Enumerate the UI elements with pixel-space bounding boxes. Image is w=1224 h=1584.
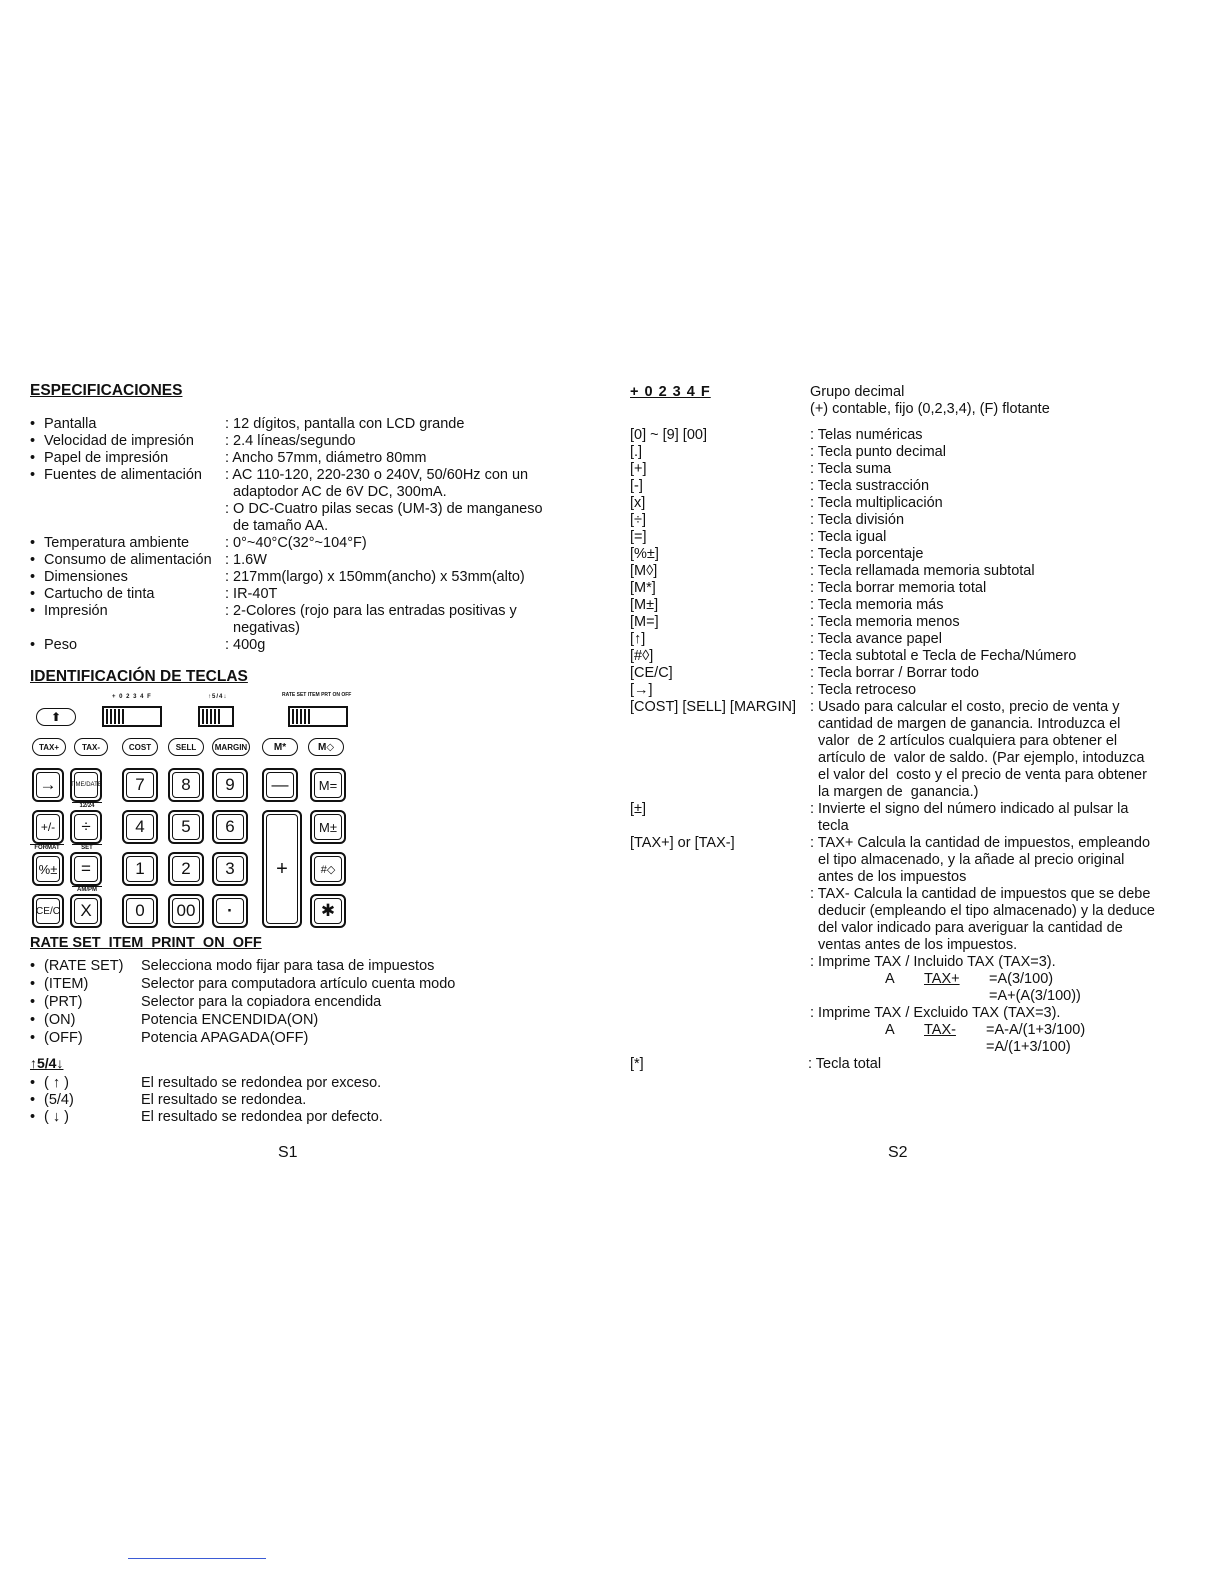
round-heading: ↑5/4↓ bbox=[30, 1055, 64, 1071]
clear-key[interactable]: CE/C bbox=[32, 894, 64, 928]
tax-minus-formula-1: =A-A/(1+3/100) bbox=[986, 1022, 1086, 1038]
key-3[interactable]: 3 bbox=[212, 852, 248, 886]
tax-plus-formula-2: =A+(A(3/100)) bbox=[989, 988, 1081, 1004]
mode-heading: RATE SET ITEM PRINT ON OFF bbox=[30, 935, 262, 951]
memory-minus-key[interactable]: M= bbox=[310, 768, 346, 802]
group-desc: Grupo decimal bbox=[810, 384, 905, 400]
label-set: SET bbox=[72, 844, 102, 851]
mode-switch[interactable] bbox=[288, 706, 348, 727]
spec-heading: ESPECIFICACIONES bbox=[30, 382, 183, 399]
key-1[interactable]: 1 bbox=[122, 852, 158, 886]
backspace-key[interactable]: → bbox=[32, 768, 64, 802]
memory-plus-key[interactable]: M± bbox=[310, 810, 346, 844]
tax-minus-label: TAX- bbox=[924, 1022, 956, 1038]
round-switch[interactable] bbox=[198, 706, 234, 727]
memory-recall-key[interactable]: M◇ bbox=[308, 738, 344, 756]
cost-key[interactable]: COST bbox=[122, 738, 158, 756]
key-00[interactable]: 00 bbox=[168, 894, 204, 928]
margin-key[interactable]: MARGIN bbox=[212, 738, 250, 756]
label-format: FORMAT bbox=[30, 844, 64, 851]
label-ampm: AM/PM bbox=[72, 886, 102, 893]
tax-plus-key[interactable]: TAX+ bbox=[32, 738, 66, 756]
tax-excluded-line: : Imprime TAX / Excluido TAX (TAX=3). bbox=[810, 1005, 1061, 1021]
tax-minus-formula-2: =A/(1+3/100) bbox=[986, 1039, 1071, 1055]
keypad-illustration bbox=[30, 692, 360, 928]
decimal-marks: + 0 2 3 4 F bbox=[112, 694, 152, 700]
tax-minus-a: A bbox=[885, 1022, 895, 1038]
decimal-switch[interactable] bbox=[102, 706, 162, 727]
decimal-group-heading: + 0 2 3 4 F bbox=[630, 384, 711, 400]
key-2[interactable]: 2 bbox=[168, 852, 204, 886]
page-number-right: S2 bbox=[888, 1144, 908, 1161]
equal-key[interactable]: = bbox=[70, 852, 102, 886]
plus-key[interactable]: + bbox=[262, 810, 302, 928]
footer-rule bbox=[128, 1558, 266, 1559]
sell-key[interactable]: SELL bbox=[168, 738, 204, 756]
key-7[interactable]: 7 bbox=[122, 768, 158, 802]
tax-plus-a: A bbox=[885, 971, 895, 987]
round-marks: ↑5/4↓ bbox=[208, 694, 228, 700]
tax-plus-formula-1: =A(3/100) bbox=[989, 971, 1054, 987]
key-6[interactable]: 6 bbox=[212, 810, 248, 844]
total-key[interactable]: ✱ bbox=[310, 894, 346, 928]
group-desc: (+) contable, fijo (0,2,3,4), (F) flotante bbox=[810, 401, 1050, 417]
multiply-key[interactable]: X bbox=[70, 894, 102, 928]
key-8[interactable]: 8 bbox=[168, 768, 204, 802]
key-heading: IDENTIFICACIÓN DE TECLAS bbox=[30, 668, 248, 685]
sign-change-key[interactable]: +/- bbox=[32, 810, 64, 844]
label-12-24: 12/24 bbox=[72, 802, 102, 809]
percent-key[interactable]: %± bbox=[32, 852, 64, 886]
memory-clear-key[interactable]: M* bbox=[262, 738, 298, 756]
key-4[interactable]: 4 bbox=[122, 810, 158, 844]
time-date-key[interactable]: TIME/DATE bbox=[70, 768, 102, 802]
decimal-point-key[interactable]: · bbox=[212, 894, 248, 928]
page-number-left: S1 bbox=[278, 1144, 298, 1161]
divide-key[interactable]: ÷ bbox=[70, 810, 102, 844]
mode-marks: RATE SET ITEM PRT ON OFF bbox=[282, 692, 352, 698]
minus-key[interactable]: — bbox=[262, 768, 298, 802]
paper-feed-key[interactable]: ⬆ bbox=[36, 708, 76, 726]
tax-plus-label: TAX+ bbox=[924, 971, 960, 987]
key-5[interactable]: 5 bbox=[168, 810, 204, 844]
key-9[interactable]: 9 bbox=[212, 768, 248, 802]
key-0[interactable]: 0 bbox=[122, 894, 158, 928]
subtotal-key[interactable]: #◇ bbox=[310, 852, 346, 886]
tax-minus-key[interactable]: TAX- bbox=[74, 738, 108, 756]
